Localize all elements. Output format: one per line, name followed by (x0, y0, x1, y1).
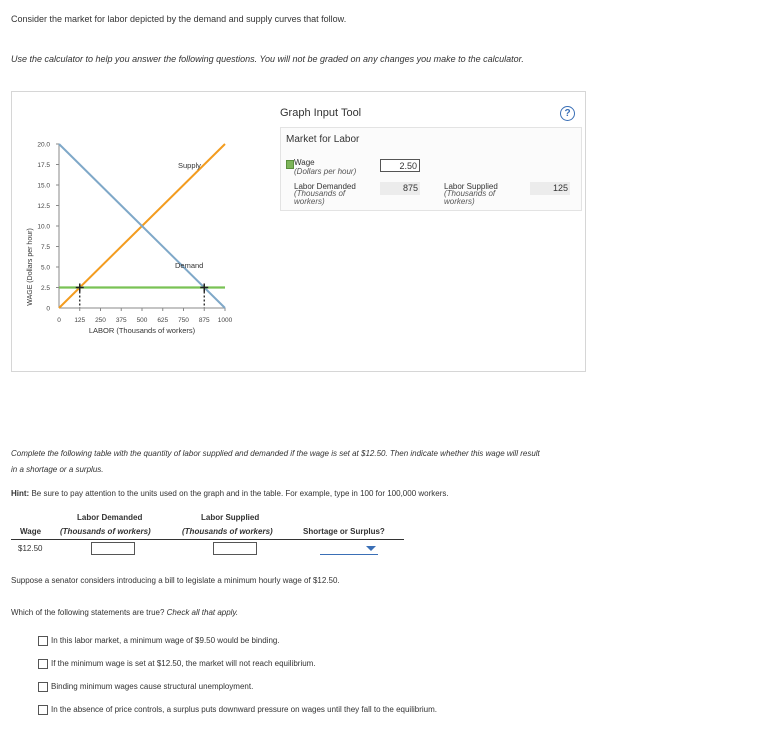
question-body: Which of the following statements are true? (11, 608, 165, 617)
y-tick-label: 0 (46, 305, 50, 313)
calculator-note: Use the calculator to help you answer the following questions. You will not be graded on any changes you make to the calculator. (11, 54, 524, 64)
labor-demanded-unit (294, 190, 345, 206)
answer-table (11, 510, 404, 560)
instructions-line2: in a shortage or a surplus. (11, 465, 104, 474)
labor-supplied-value: 125 (530, 182, 570, 195)
col-demanded-header: Labor Demanded (77, 513, 143, 522)
x-tick-label: 500 (136, 317, 148, 324)
wage-intersection-marker[interactable] (76, 284, 84, 309)
labor-demanded-unit-line2: workers) (294, 197, 325, 206)
labor-demanded-value: 875 (380, 182, 420, 195)
intro-text: Consider the market for labor depicted by the demand and supply curves that follow. (11, 14, 347, 24)
x-tick-label: 1000 (217, 317, 233, 324)
y-tick-label: 12.5 (37, 203, 50, 210)
y-tick-label: 20.0 (37, 141, 50, 149)
option-checkbox-3[interactable] (38, 682, 48, 692)
col-supplied-unit: (Thousands of workers) (182, 527, 273, 536)
supply-curve-label: Supply (178, 161, 201, 170)
option-label-1: In this labor market, a minimum wage of $9.50 would be binding. (51, 636, 280, 645)
y-tick-label: 5.0 (40, 264, 50, 272)
x-tick-label: 375 (115, 317, 127, 324)
col-demanded-unit: (Thousands of workers) (60, 527, 151, 536)
x-tick-label: 125 (74, 317, 86, 324)
col-shortage-header: Shortage or Surplus? (303, 527, 385, 536)
table-header-divider (11, 539, 404, 540)
labor-demanded-unit-line1: (Thousands of (294, 189, 346, 198)
y-axis-label: WAGE (Dollars per hour) (27, 228, 34, 306)
question-text (11, 608, 238, 617)
col-wage-header: Wage (20, 527, 42, 536)
question-hint: Check all that apply. (164, 608, 239, 617)
option-checkbox-1[interactable] (38, 636, 48, 646)
y-tick-label: 2.5 (40, 285, 50, 292)
labor-market-graph[interactable] (12, 92, 272, 352)
help-icon[interactable]: ? (560, 106, 575, 121)
option-label-4: In the absence of price controls, a surplus puts downward pressure on wages until they fall to the equilibrium. (51, 705, 437, 714)
y-tick-label: 17.5 (37, 162, 50, 169)
senator-text: Suppose a senator considers introducing a bill to legislate a minimum hourly wage of $12.50. (11, 576, 340, 585)
hint-label: Hint: (11, 489, 30, 498)
market-input-box (280, 127, 582, 211)
wage-label: Wage (294, 158, 315, 167)
labor-supplied-answer-input[interactable] (213, 542, 257, 555)
labor-demanded-answer-input[interactable] (91, 542, 135, 555)
y-tick-label: 7.5 (40, 244, 50, 251)
x-tick-label: 0 (57, 317, 61, 324)
wage-input[interactable]: 2.50 (380, 159, 420, 172)
wage-intersection-marker[interactable] (200, 284, 208, 309)
labor-supplied-unit-line2: workers) (444, 197, 475, 206)
y-tick-label: 15.0 (37, 182, 50, 190)
labor-supplied-unit-line1: (Thousands of (444, 189, 496, 198)
col-supplied-header: Labor Supplied (201, 513, 260, 522)
option-label-3: Binding minimum wages cause structural unemployment. (51, 682, 254, 691)
option-label-2: If the minimum wage is set at $12.50, the market will not reach equilibrium. (51, 659, 316, 668)
hint-text (11, 489, 449, 498)
labor-supplied-unit (444, 190, 495, 206)
chevron-down-icon (366, 546, 376, 551)
y-tick-label: 10.0 (37, 223, 50, 231)
x-tick-label: 875 (198, 317, 210, 324)
labor-supplied-label: Labor Supplied (444, 182, 498, 191)
shortage-surplus-dropdown[interactable] (320, 544, 378, 555)
wage-swatch-icon (286, 160, 294, 169)
option-checkbox-4[interactable] (38, 705, 48, 715)
labor-demanded-label: Labor Demanded (294, 182, 356, 191)
option-checkbox-2[interactable] (38, 659, 48, 669)
row-wage-value: $12.50 (18, 544, 43, 553)
x-axis-label: LABOR (Thousands of workers) (88, 326, 196, 335)
wage-unit: (Dollars per hour) (294, 167, 357, 176)
hint-body: Be sure to pay attention to the units used on the graph and in the table. For example, type in 100 for 100,000 workers. (29, 489, 449, 498)
x-tick-label: 750 (178, 317, 189, 324)
x-tick-label: 250 (95, 317, 106, 324)
calculator-panel (11, 91, 586, 372)
instructions-line1: Complete the following table with the quantity of labor supplied and demanded if the wage is set at $12.50. Then indicate whether this wage will result (11, 449, 540, 458)
graph-input-tool-header: Graph Input Tool (280, 107, 362, 119)
market-title: Market for Labor (286, 134, 360, 145)
x-tick-label: 625 (157, 317, 169, 324)
demand-curve-label: Demand (175, 261, 204, 270)
